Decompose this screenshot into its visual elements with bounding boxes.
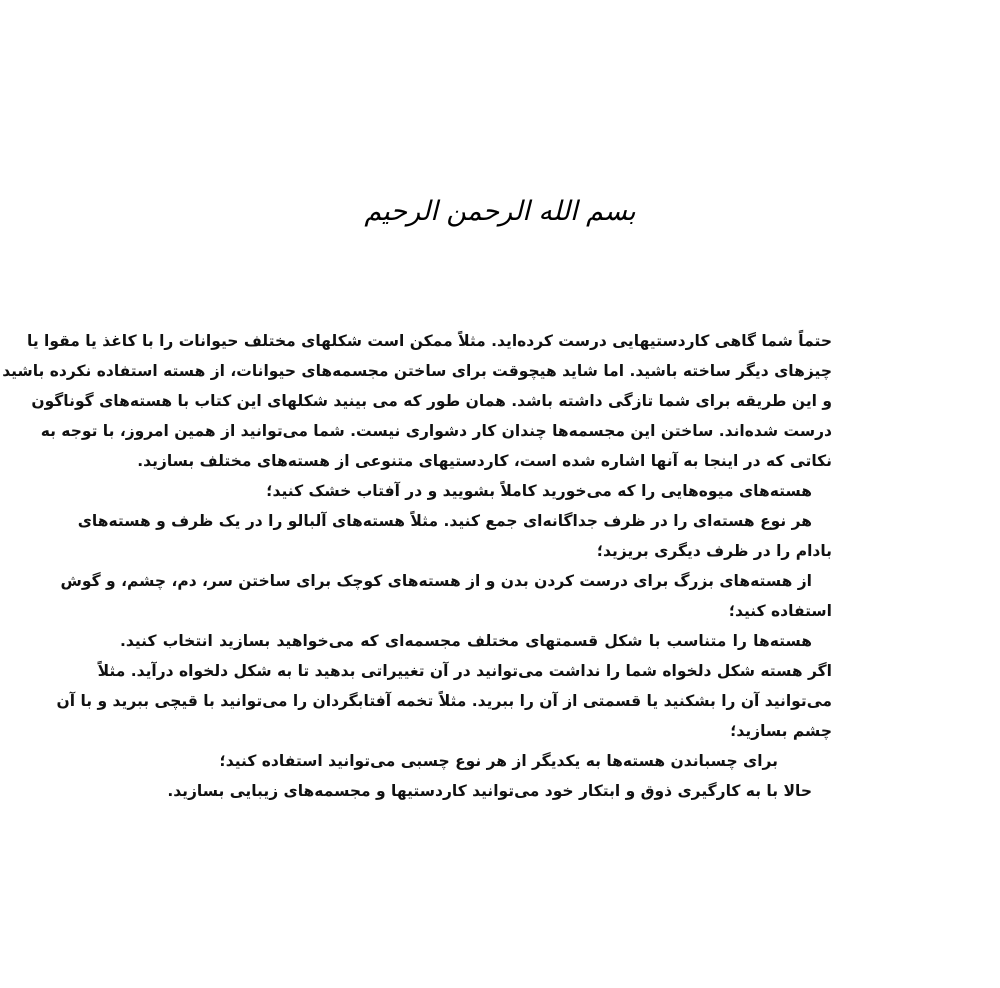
- text-line: هر نوع هسته‌ای را در ظرف جداگانه‌ای جمع کنید. مثلاً هسته‌های آلبالو را در یک ظرف و هسته‌های: [77, 512, 812, 530]
- text-line: استفاده کنید؛: [728, 602, 832, 620]
- text-line: از هسته‌های بزرگ برای درست کردن بدن و از هسته‌های کوچک برای ساختن سر، دم، چشم، و گوش: [60, 572, 812, 590]
- text-line: اگر هسته شکل دلخواه شما را نداشت می‌توانید در آن تغییراتی بدهید تا به شکل دلخواه درآید. مثلاً: [97, 662, 832, 680]
- text-line: می‌توانید آن را بشکنید یا قسمتی از آن را ببرید. مثلاً تخمه آفتابگردان را می‌توانید با قیچی ببرید و با آن: [56, 692, 832, 710]
- text-line: و این طریقه برای شما تازگی داشته باشد. همان طور که می بینید شکلهای این کتاب با هسته‌های گوناگون: [31, 392, 832, 410]
- text-line: هسته‌های میوه‌هایی را که می‌خورید کاملاً بشویید و در آفتاب خشک کنید؛: [266, 482, 812, 500]
- text-line: چشم بسازید؛: [730, 722, 832, 740]
- text-line: حتماً شما گاهی کاردستیهایی درست کرده‌اید. مثلاً ممکن است شکلهای مختلف حیوانات را با کاغذ یا مقوا یا: [27, 332, 832, 350]
- text-line: بادام را در ظرف دیگری بریزید؛: [596, 542, 832, 560]
- text-line: حالا با به کارگیری ذوق و ابتکار خود می‌توانید کاردستیها و مجسمه‌های زیبایی بسازید.: [167, 782, 812, 800]
- text-line: هسته‌ها را متناسب با شکل قسمتهای مختلف مجسمه‌ای که می‌خواهید بسازید انتخاب کنید.: [120, 632, 812, 650]
- text-line: چیزهای دیگر ساخته باشید. اما شاید هیچوقت برای ساختن مجسمه‌های حیوانات، از هسته استفاده نکرده باشید: [2, 362, 832, 380]
- text-line: نکاتی که در اینجا به آنها اشاره شده است، کاردستیهای متنوعی از هسته‌های مختلف بسازید.: [137, 452, 832, 470]
- body-text: [2, 326, 832, 806]
- text-line: درست شده‌اند. ساختن این مجسمه‌ها چندان کار دشواری نیست. شما می‌توانید از همین امروز، با توجه به: [40, 422, 832, 440]
- basmala-calligraphy: بسم الله الرحمن الرحیم: [364, 196, 636, 227]
- text-line: برای چسباندن هسته‌ها به یکدیگر از هر نوع چسبی می‌توانید استفاده کنید؛: [219, 752, 778, 770]
